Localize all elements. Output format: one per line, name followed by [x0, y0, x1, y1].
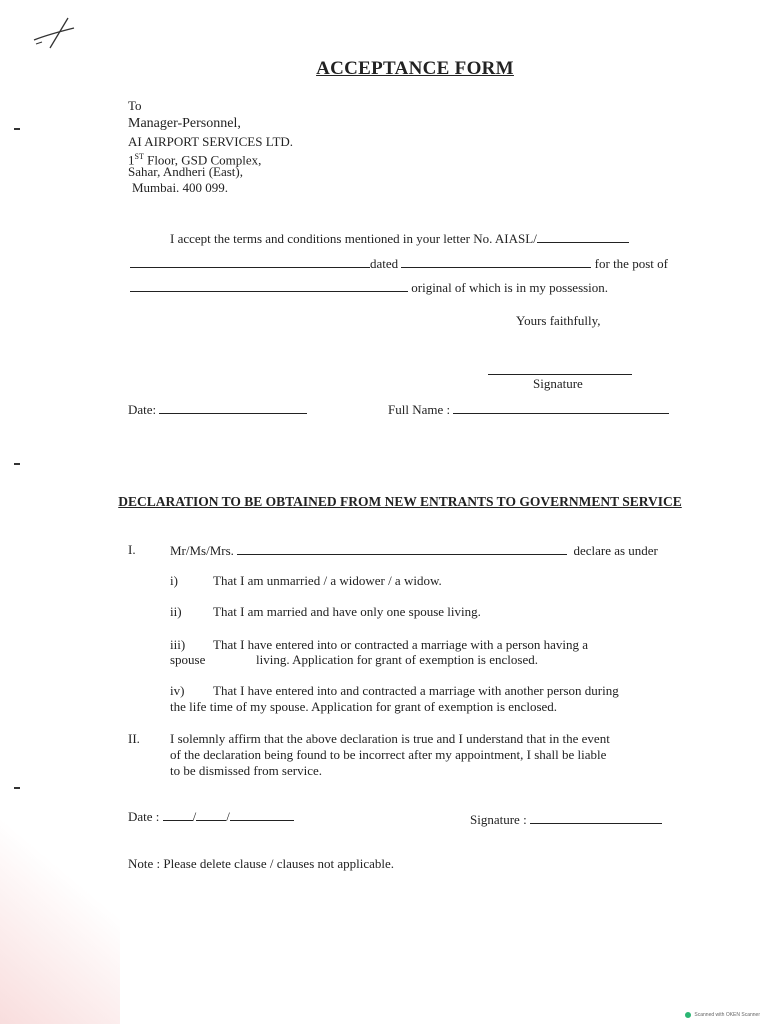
scan-discoloration: [0, 780, 120, 1024]
date-day-field[interactable]: [163, 808, 193, 821]
address-floor: 1ST Floor, GSD Complex,: [128, 152, 262, 168]
page-title: ACCEPTANCE FORM: [316, 58, 514, 79]
clause-iv-number: iv): [170, 683, 185, 698]
margin-mark: [14, 463, 20, 465]
scanner-watermark: Scanned with OKEN Scanner: [685, 1012, 760, 1018]
letter-number-field[interactable]: [537, 230, 629, 243]
declaration-title: DECLARATION TO BE OBTAINED FROM NEW ENTRANTS TO GOVERNMENT SERVICE: [118, 494, 682, 509]
handwritten-mark-icon: [30, 14, 80, 50]
date-row: Date:: [128, 401, 307, 418]
date-field[interactable]: [401, 255, 591, 268]
address-city: Mumbai. 400 099.: [132, 180, 229, 195]
clause-i-text: That I am unmarried / a widower / a widow.: [213, 573, 442, 588]
signature-label: Signature: [533, 376, 583, 391]
item2-line2: of the declaration being found to be incorrect after my appointment, I shall be liable: [170, 747, 607, 762]
note-text: Note : Please delete clause / clauses not applicable.: [128, 856, 395, 871]
declaration-signature-field[interactable]: [530, 811, 662, 824]
clause-i-number: i): [170, 573, 178, 588]
declarant-name-field[interactable]: [237, 542, 567, 555]
closing-text: Yours faithfully,: [516, 313, 601, 328]
acceptance-line1: I accept the terms and conditions mentioned in your letter No. AIASL/: [170, 230, 629, 247]
acceptance-line3: original of which is in my possession.: [130, 279, 608, 296]
clause-iii-spouse: spouse: [170, 652, 206, 667]
item2-line1: I solemnly affirm that the above declaration is true and I understand that in the event: [170, 731, 610, 746]
scanner-logo-icon: [685, 1012, 691, 1018]
acceptance-date-field[interactable]: [159, 401, 307, 414]
clause-ii-text: That I am married and have only one spouse living.: [213, 604, 481, 619]
item1-line: Mr/Ms/Mrs. declare as under: [170, 543, 658, 558]
date-month-field[interactable]: [196, 808, 226, 821]
address-area: Sahar, Andheri (East),: [128, 164, 244, 179]
item2-number: II.: [128, 731, 140, 746]
date-year-field[interactable]: [230, 808, 294, 821]
clause-iii-line2: living. Application for grant of exemption is enclosed.: [256, 652, 538, 667]
full-name-field[interactable]: [453, 401, 669, 414]
declaration-date-row: Date : / /: [128, 808, 294, 825]
item2-line3: to be dismissed from service.: [170, 763, 322, 778]
clause-iii-line1: That I have entered into or contracted a marriage with a person having a: [213, 637, 589, 652]
full-name-row: Full Name :: [388, 401, 669, 418]
post-field[interactable]: [130, 279, 408, 292]
clause-iii-number: iii): [170, 637, 186, 652]
signature-line[interactable]: [488, 374, 632, 375]
clause-iv-line1: That I have entered into and contracted a marriage with another person during: [213, 683, 619, 698]
item1-number: I.: [128, 542, 136, 557]
letter-number-blank[interactable]: [130, 255, 370, 268]
address-to: To: [128, 98, 142, 113]
clause-iv-line2: the life time of my spouse. Application for grant of exemption is enclosed.: [170, 699, 558, 714]
address-company: AI AIRPORT SERVICES LTD.: [128, 134, 294, 149]
declaration-signature-row: Signature :: [470, 811, 662, 828]
address-recipient: Manager-Personnel,: [128, 116, 241, 131]
margin-mark: [14, 128, 20, 130]
acceptance-line2: dated for the post of: [130, 255, 668, 272]
margin-mark: [14, 787, 20, 789]
clause-ii-number: ii): [170, 604, 182, 619]
